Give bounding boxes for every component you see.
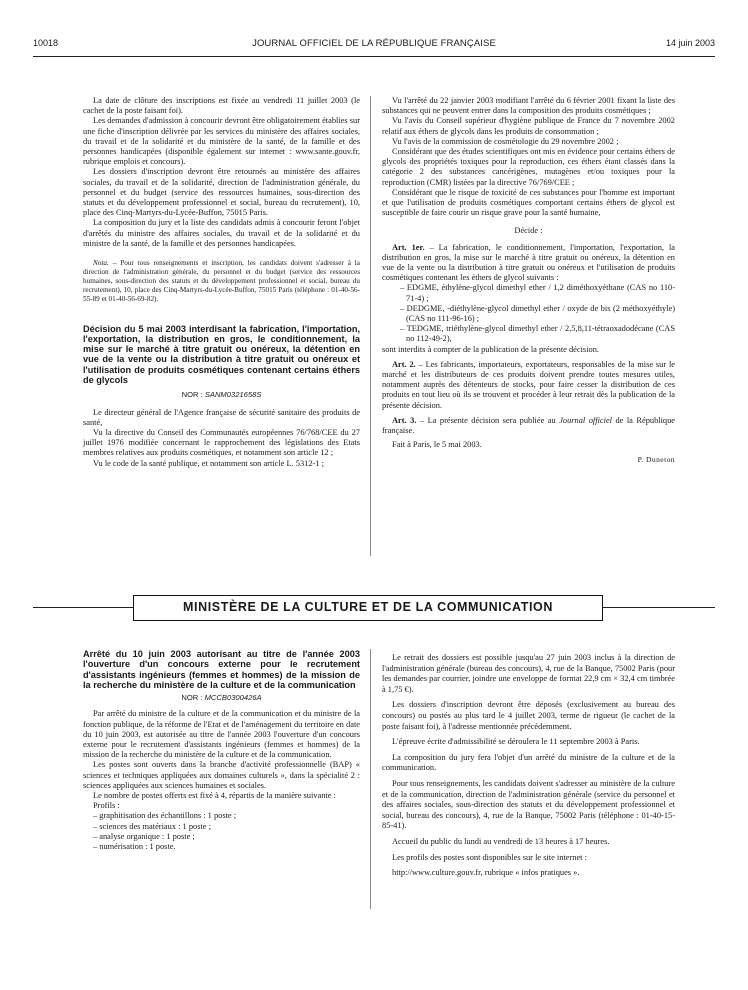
article-1 [382, 243, 675, 284]
journal-officiel-italic: Journal officiel [559, 415, 612, 425]
article-2 [382, 360, 675, 411]
paragraph: La date de clôture des inscriptions est fixée au vendredi 11 juillet 2003 (le cachet de la poste faisant foi). [83, 96, 360, 116]
paragraph: Le retrait des dossiers est possible jusqu'au 27 juin 2003 inclus à la direction de l'administration générale (bureau des concours), 4, rue de la Banque, 75002 Paris (pour les demandes par courrier, joindre une enveloppe de format 22,9 cm × 32,4 cm timbrée à 1,75 €). [382, 653, 675, 694]
paragraph: Le nombre de postes offerts est fixé à 4, répartis de la manière suivante : [93, 791, 336, 801]
paragraph: Les demandes d'admission à concourir devront être obligatoirement établies sur une fiche d'inscription délivrée par les services du ministère des affaires sociales, du travail et de la solidarité et du ministère de la santé, de la famille et des personnes handicapées (disponible également sur internet : www.sante.gouv.fr, rubrique emplois et concours). [83, 116, 360, 167]
article-1-label: Art. 1er. [392, 242, 425, 252]
column-separator [370, 649, 371, 909]
paragraph: La composition du jury fera l'objet d'un arrêté du ministre de la culture et de la communication. [382, 752, 675, 773]
nota-label: Nota. [93, 259, 109, 268]
issue-date: 14 juin 2003 [665, 38, 715, 48]
list-item: – numérisation : 1 poste. [93, 842, 176, 852]
decide-heading: Décide : [514, 226, 543, 236]
nor-label: NOR : [181, 390, 205, 400]
left-bottom-column [83, 649, 360, 852]
signature: P. Duneton [637, 454, 675, 464]
article-2-text: – Les fabricants, importateurs, exportateurs, responsables de la mise sur le marché et les distributeurs de ces produits doivent prendre toutes mesures utiles, notamment auprès des détenteurs de stocks, pour faire cesser la distribution de ces produits en tout lieu où ils se trouvent et procéder à leur retrait dès la publication de la présente décision. [382, 359, 675, 410]
profils-label: Profils : [93, 801, 120, 811]
page-header [33, 38, 715, 52]
list-item: – sciences des matériaux : 1 poste ; [93, 821, 211, 831]
nor-label: NOR : [181, 693, 205, 703]
nor-reference [83, 693, 360, 703]
nor-code: SANM0321658S [204, 390, 262, 400]
paragraph: Les dossiers d'inscription devront être retournés au ministère des affaires sociales, du travail et de la solidarité, direction de l'administration générale, du personnel et du budget (service des ressources humaines, sous-direction des statuts et du développement professionnel et social, bureau du recrutement), 10, place des Cinq-Martyrs-du-Lycée-Buffon, 75015 Paris. [83, 167, 360, 218]
arrete-title: Arrêté du 10 juin 2003 autorisant au titre de l'année 2003 l'ouverture d'un concours externe pour le recrutement d'assistants ingénieurs (femmes et hommes) de la mission de la recherche du ministère de la culture et de la communication [83, 649, 360, 690]
decision-title: Décision du 5 mai 2003 interdisant la fabrication, l'importation, l'exportation, la distribution en gros, le conditionnement, la mise sur le marché à titre gratuit ou onéreux, la détention en vue de la vente ou la distribution à titre gratuit ou onéreux et l'utilisation de produits cosmétiques contenant certains éthers de glycols [83, 323, 360, 386]
paragraph: Par arrêté du ministre de la culture et de la communication et du ministre de la fonction publique, de la réforme de l'Etat et de l'aménagement du territoire en date du 10 juin 2003, est autorisée au titre de l'année 2003 l'ouverture d'un concours externe pour le recrutement d'assistants ingénieurs (femmes et hommes) de la mission de la recherche du ministère de la culture et de la communication. [83, 709, 360, 760]
fait-a-paris: Fait à Paris, le 5 mai 2003. [392, 440, 482, 450]
nor-reference [83, 390, 360, 400]
article-2-label: Art. 2. [392, 359, 416, 369]
article-3-text-b: de la République française. [382, 415, 676, 436]
paragraph: Le directeur général de l'Agence française de sécurité sanitaire des produits de santé, [83, 407, 360, 427]
paragraph: Les profils des postes sont disponibles sur le site internet : [392, 852, 587, 862]
journal-title: JOURNAL OFFICIEL DE LA RÉPUBLIQUE FRANÇAISE [252, 38, 496, 49]
paragraph: Vu l'avis du Conseil supérieur d'hygiène publique de France du 7 novembre 2002 relatif aux éthers de glycols dans les produits de consommation ; [382, 116, 675, 136]
list-item: – graphitisation des échantillons : 1 poste ; [93, 811, 237, 821]
page-number: 10018 [33, 38, 59, 48]
paragraph: Les dossiers d'inscription devront être déposés (exclusivement au bureau des concours) ou postés au plus tard le 4 juillet 2003, terme de rigueur (le cachet de la poste faisant foi), à l'adresse mentionnée précédemment. [382, 700, 675, 731]
header-rule [33, 56, 715, 57]
paragraph: Pour tous renseignements, les candidats doivent s'adresser au ministère de la culture et de la communication, direction de l'administration générale (service du personnel et des affaires sociales, sous-direction des statuts et du développement professionnel et social, bureau des concours), 4, rue de la Banque, 75002 Paris (téléphone : 01-40-15-85-41). [382, 778, 675, 831]
banner-rule-right [603, 607, 715, 608]
paragraph: Les postes sont ouverts dans la branche d'activité professionnelle (BAP) « sciences et techniques appliquées aux domaines culturels », dans la spécialité 2 : sciences appliquées aux sciences humaines et sociales. [83, 760, 360, 790]
nota-paragraph [83, 259, 360, 304]
ministry-banner: MINISTÈRE DE LA CULTURE ET DE LA COMMUNICATION [133, 595, 603, 621]
list-item: – TEDGME, triéthylène-glycol dimethyl ether / 2,5,8,11-tétraoxadodécane (CAS no 112-49-2), [400, 324, 675, 344]
list-item: – analyse organique : 1 poste ; [93, 831, 195, 841]
paragraph: Accueil du public du lundi au vendredi de 13 heures à 17 heures. [392, 836, 610, 846]
nota-text: – Pour tous renseignements et inscription, les candidats doivent s'adresser à la direction de l'administration générale, du personnel et du budget (service des ressources humaines, sous-direction des statuts et du développement professionnel et social, bureau du recrutement), 10, place des Cinq-Martyrs-du-Lycée-Buffon, 75015 Paris (téléphone : 01-40-56-55-89 et 01-40-56-69-82). [83, 259, 360, 303]
article-3-text-a: – La présente décision sera publiée au [416, 415, 560, 425]
list-item: – DEDGME, -diéthylène-glycol dimethyl ether / oxyde de bis (2 méthoxyéthyle) (CAS no 111-96-16) ; [400, 303, 675, 324]
website-reference: http://www.culture.gouv.fr, rubrique « infos pratiques ». [392, 868, 580, 878]
nor-code: MCCB0300426A [204, 693, 262, 703]
article-3 [382, 416, 675, 436]
right-top-column [382, 96, 675, 465]
paragraph: Vu l'arrêté du 22 janvier 2003 modifiant l'arrêté du 6 février 2001 fixant la liste des substances qui ne peuvent entrer dans la composition des produits cosmétiques ; [382, 96, 675, 116]
paragraph: Vu la directive du Conseil des Communautés européennes 76/768/CEE du 27 juillet 1976 modifiée concernant le rapprochement des législations des Etats membres relatives aux produits cosmétiques, et notamment son article 12 ; [83, 427, 360, 458]
article-1-end: sont interdits à compter de la publication de la présente décision. [382, 344, 599, 354]
article-3-label: Art. 3. [392, 415, 417, 425]
column-separator [370, 96, 371, 556]
left-top-column [83, 96, 360, 469]
paragraph: Considérant que des études scientifiques ont mis en évidence pour certains éthers de glycols des propriétés toxiques pour la reproduction, ces éthers étant classés dans la catégorie 2 des substances cancérigènes, mutagènes et/ou toxiques pour la reproduction (CMR) listées par la directive 76/769/CEE ; [382, 147, 675, 187]
list-item: – EDGME, éthylène-glycol dimethyl ether / 1,2 diméthoxyéthane (CAS no 110-71-4) ; [400, 283, 675, 303]
paragraph: L'épreuve écrite d'admissibilité se déroulera le 11 septembre 2003 à Paris. [392, 737, 640, 747]
paragraph: Vu le code de la santé publique, et notamment son article L. 5312-1 ; [93, 458, 324, 468]
article-1-text: – La fabrication, le conditionnement, l'importation, l'exportation, la distribution en gros, la mise sur le marché à titre gratuit ou onéreux, la détention en vue de la vente ou la distribution à titre gratuit ou onéreux et l'utilisation de produits cosmétiques contenant les éthers de glycol suivants : [382, 242, 676, 283]
banner-rule-left [33, 607, 133, 608]
paragraph: Considérant que le risque de toxicité de ces substances pour l'homme est important et que l'utilisation de produits cosmétiques comportant certains éthers de glycol est susceptible de faire courir un risque grave pour la santé humaine, [382, 187, 675, 218]
right-bottom-column [382, 653, 675, 879]
paragraph: Vu l'avis de la commission de cosmétologie du 29 novembre 2002 ; [392, 136, 619, 146]
paragraph: La composition du jury et la liste des candidats admis à concourir feront l'objet d'arrêtés du ministre des affaires sociales, du travail et de la solidarité et du ministre de la santé, de la famille et des personnes handicapées. [83, 218, 360, 248]
glycol-list [382, 283, 675, 344]
profils-list [83, 811, 360, 852]
